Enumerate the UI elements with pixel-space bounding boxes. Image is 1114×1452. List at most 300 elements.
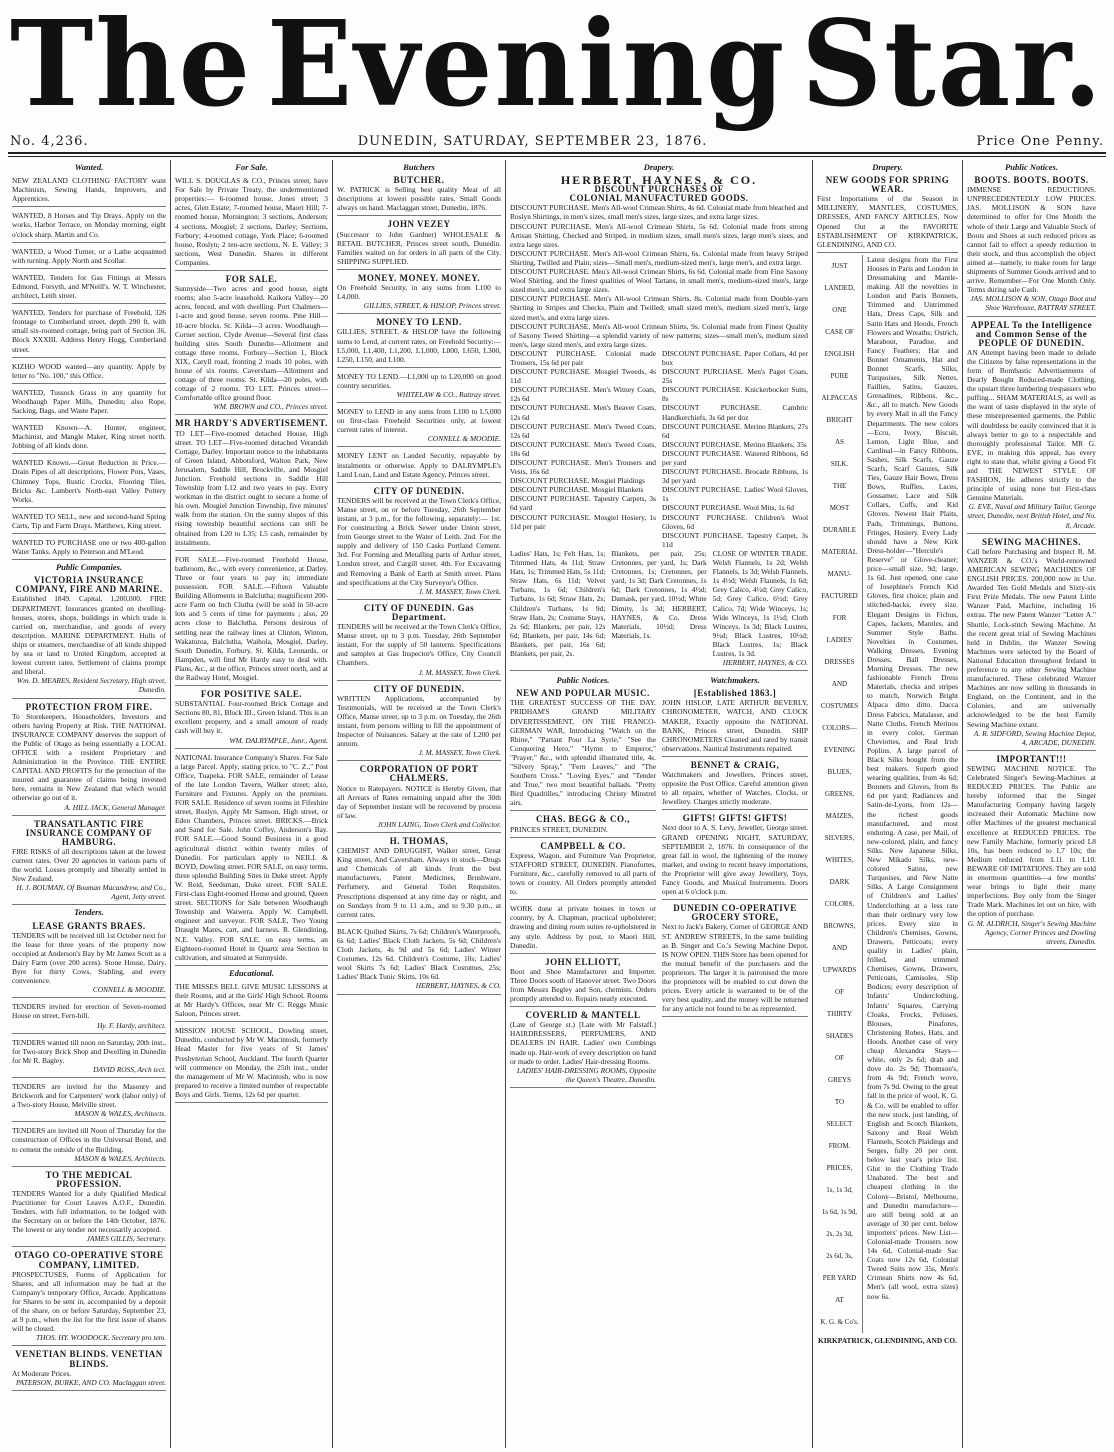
ad-body: Call before Purchasing and Inspect R. M. WANZER & CO.'s World-renowned AMERICAN SEWING MACHINES OF ENGLISH PRICES. 200,000 now in Use. Awarded Ten Gold Medals and Sixty-six First Prize Medals. The new Patent Little Wanzer Paid, Machine, including 16 extras. The new Patent Wanzer "Letter A." Shuttle, Lock-stitch Sewing Machine. At the recent great trial of Sewing Machines held in Dublin, the Wanzer Sewing Machines were selected by the Board of National Education throughout Ireland in preference to any other Sewing Machine manufactured. These celebrated Wanzer Machines are now selling in thousands in England, on the Continent, and in the Colonies, and are universally acknowledged to be the best Family Sewing Machine extant. [967, 546, 1096, 729]
price-line: DISCOUNT PURCHASE. Tapestry Carpets, 3s 6d yard [510, 494, 656, 513]
ad-heading: BOOTS. BOOTS. BOOTS. [974, 175, 1089, 186]
wanted-ad [12, 386, 166, 419]
stack-word: CASE OF [825, 327, 854, 336]
alpacca-stack [817, 255, 863, 1333]
notice-ad [967, 174, 1096, 316]
ad-signature: PATERSON, BURKE, AND CO. Maclaggan street. [15, 1377, 166, 1387]
ad-body: To Storekeepers, Householders, Investors and others having Property at Risk. THE NATIONAL INSURANCE COMPANY deserves the support of the Public of Otago as being essentially a LOCAL OFFICE with a resident Proprietary and Administration in the Province. THE ENTIRE CAPITAL AND PROFITS for the protection of the insured and guarantee of claims being invested here, remains in New Zealand that which would otherwise go out of it. [12, 711, 166, 803]
ad-heading: SEWING MACHINES. [981, 536, 1081, 547]
shirt-item: DISCOUNT PURCHASE. Men's All-wool Crimean Shirts, 9s. Colonial made from Finest Quality of Saxony Tweed Shirting—a splendid variety of new patterns; sizes—small men's, medium sized men's, large sized men's, and extra large sizes. [510, 321, 808, 349]
ad-signature: J. M. MASSEY, Town Clerk. [418, 667, 501, 677]
ad-heading: TRANSATLANTIC FIRE INSURANCE COMPANY OF HAMBURG. [25, 818, 153, 847]
watchmaker-ad [662, 759, 808, 810]
ad-body: TENDERS invited for erection of Seven-roomed House on street, Fern-hill. [12, 1002, 166, 1021]
shirt-item: DISCOUNT PURCHASE. Men's All-wool Crimean Shirts, 6s 6d. Colonial made from Fine Saxony Wool Shirting, and the finest qualities of Wool Tartans, in small men's, medium-sized men's, large sized men's, and extra large sizes. [510, 267, 808, 295]
ad-signature: THOS. HY. WOODOCK, Secretary pro tem. [36, 1333, 166, 1343]
ad-body: THE GREATEST SUCCESS OF THE DAY. PRIDHAM'S GRAND MILITARY DIVERTISSEMENT, ON THE FRANCO-GERMAN WAR, Introducing "Watch on the Rhine," "Partant Pour La Syrie," "See the Conquering Hero," "Hymn to Emperor," "Prayer," &c., with splendid illustrated title, 4s. "Silvery Spray," "Fern Leaves," and "The Southern Cross." "Loving Eyes," and "Tender and True," two most beautiful ballads. "Pretty Bird Quadrilles," introducing Christy Minstrel airs. [510, 698, 656, 808]
wanted-ad [12, 360, 166, 384]
close-list-left: Ladies' Hats, 1s; Felt Hats, 1s; Trimmed Hats, 4s 11d; Straw Hats, 1s; Trimmed Hats, 5s 11d; Straw Hats, 6s 11d; Velvet Turbans, 1s 6d; Children's Turbans, 1s 6d; Straw Hats, 2s; Children's Turbans, 1s 9d; Straw Hats, 2s; Costume Stays, 2s 6d; Blankets, per pair, 12s 6d; Blankets, per pair, 14s 6d; Blankets, per pair, 16s 6d; Blankets, per pair, 2s. [510, 548, 606, 658]
ad-signature: Hy. F. Hardy, architect. [97, 1020, 166, 1030]
for-sale-ad [175, 417, 328, 550]
butchers-money-corporation-ads [337, 174, 501, 994]
ad-signature: WM. DALRYMPLE, Junr., Agent. [229, 735, 328, 745]
stack-word: AS [835, 437, 844, 446]
ad-signature: JAMES GILLIS, Secretary. [86, 1234, 166, 1244]
ad-signature: J. M. MASSEY, Town Clerk. [418, 586, 501, 596]
ad-signature: G. M. ALDRICH, Singer's Sewing Machine Agency, Corner Princes and Dowling streets, Dunedin. [967, 918, 1096, 946]
for-sale-ad [175, 751, 328, 966]
public-notice-ad [510, 687, 656, 811]
ad-body: WANTED TO SELL, new and second-hand Spring Carts, Tip and Farm Drays. Matthews, King street. [12, 511, 166, 530]
public-notice-ad [510, 902, 656, 953]
ad-body: FIRE RISKS of all descriptions taken at the lowest current rates. Over 20 agencies in various parts of the world. Losses promptly and liberally settled in New Zealand. [12, 846, 166, 884]
top-rule-thin [8, 156, 1106, 157]
ad-body: WRITTEN Applications, accompanied by Testimonials, will be received at the Town Clerk's Office, Manse street, up to 3 p.m. on Tuesday, the 26th instant, from persons willing to fill the appointment of Inspector of Nuisances. Salary at the rate of L200 per annum. [337, 693, 501, 749]
tender-ad [12, 1124, 166, 1166]
price-line: DISCOUNT PURCHASE. Men's Trousers and Vests, 16s 6d [510, 458, 656, 477]
price-list-right [662, 349, 808, 549]
ad-signature: CONNELL & MOODIE. [427, 434, 501, 444]
music-notices [510, 687, 656, 1088]
stack-word: BRIGHT [826, 415, 853, 424]
section-heading-public-notices-2: Public Notices. [1005, 162, 1058, 172]
ad-body: WANTED Known—A. Hunter, engineer, Machinist, and Mangle Maker, King street north. Jobbing of all kinds done. [12, 423, 166, 451]
ad-signature: A. R. SIDFORD, Sewing Machine Depot, 4, ARCADE, DUNEDIN. [973, 728, 1096, 747]
ad-signature: MASON & WALES, Architects. [74, 1109, 166, 1119]
place-date: DUNEDIN, SATURDAY, SEPTEMBER 23, 1876. [357, 133, 708, 149]
price-line: DISCOUNT PURCHASE. Merino Blankets, 35s [662, 439, 807, 449]
close-list-middle: Blankets, per pair, 25s; Cretonnes, per yard, 1s; Dark Cretonnes, 1s; Cretonnes, per yard, 1s 3d; Dark Cretonnes, 1s 6d; Dark Cretonnes, 1s 4½d; Damask, per yard, 10½d; White Dimity, 1s 3d; HERBERT, HAYNES, & Co. Dress Materials, 10½d; Dress Materials, 1s. [611, 548, 707, 640]
ad-body: Boot and Shoe Manufacturer and Importer. Three Doors south of Hanover street. Two Doors from Messrs Begley and Son, chemists. Orders promptly attended to. Repairs neatly executed. [510, 966, 656, 1004]
ad-signature: WHITELAW & CO., Rattray street. [396, 389, 501, 399]
close-list-right: CLOSE OF WINTER TRADE. Welsh Flannels, 1s 2d; Welsh Flannels, 1s 3d; Welsh Flannels, 1s 4½d; Welsh Flannels, 1s 6d; Grey Calico, 4½d; Grey Calico, 5d; Grey Calico, 6½d; Grey Calico, 7d; Wide Winceys, 1s; Wide Winceys, 1s 1½d; Cloth Winceys, 1s 3d; Black Lustres, 9½d; Black Lustres, 10½d; Black Lustres, 1s; Black Lustres, 1s 3d. [712, 548, 809, 658]
ad-body: MISSION HOUSE SCHOOL, Dowling street, Dunedin, conducted by Mr W. Macintosh, formerly Head Master for five years of St James' Presbyterian School, Auckland. The fourth Quarter will commence on Monday, the 25th inst., under the management of Mr W. Macintosh, who is now prepared to receive a limited number of respectable Boys and Girls. Terms, 12s 6d per quarter. [175, 1026, 328, 1099]
stack-word: ONE [832, 305, 847, 314]
ad-heading: OTAGO CO-OPERATIVE STORE COMPANY, LIMITED. [14, 1250, 164, 1270]
ad-signature: Wm. D. MEARES, Resident Secretary, High street, Dunedin. [16, 676, 166, 695]
ad-body: SEWING MACHINE NOTICE. The Celebrated Singer's Sewing-Machines at REDUCED PRICES. The Public are hereby informed that the Singer Manufacturing Company having largely increased their Automatic Machine now offer Machines of the greatest mechanical excellence at REDUCED PRICES. The new Family Machine, formerly priced L8 10s, has been reduced to L7 10s; the Medium reduced from L11 to L10. BEWARE OF IMITATIONS. They are sold in enormous quantities—a few months' wear brings to light their many imperfections. Buy only from the Singer Trade Mark. Machines let out on hire, with the option of purchase. [967, 763, 1097, 919]
notice-ad [337, 925, 501, 995]
notice-ad [967, 319, 1096, 534]
watchmaker-notices [662, 687, 808, 1017]
price-line: DISCOUNT PURCHASE. Mosgiel Tweeds, 4s 11d [510, 367, 656, 386]
stack-word: OF [835, 987, 844, 996]
section-heading-drapery-2: Drapery. [872, 162, 903, 172]
shirt-item: DISCOUNT PURCHASE. Men's All-wool Crimean Shirts, 8s. Colonial made from Double-yarn Shirting in Stripes and Checks, Plain and Twilled; small sized men's, medium sized men's, large sized men's, and extra large sizes. [510, 294, 808, 322]
wanted-ad [12, 456, 166, 507]
educational-ad [175, 1024, 328, 1103]
stack-word: COSTUMES [820, 701, 859, 710]
price-line: DISCOUNT PURCHASE. Colonial made Trousers, 15s 6d per pair [510, 348, 656, 367]
kirkpatrick-signature: KIRKPATRICK, GLENDINING, AND CO. [818, 1335, 957, 1345]
stack-word: SILVERS, [824, 833, 855, 842]
ad-body: W. PATRICK is Selling best quality Meat of all descriptions at lowest possible rates. Small Goods always on hand. Maclaggan street, Dunedin, 1876. [337, 185, 501, 213]
ad-body: MONEY TO LEND.—L1,000 up to L20,000 on good country securities. [337, 371, 501, 390]
price-line: DISCOUNT PURCHASE. Men's Paget Coats, 25s [662, 367, 808, 386]
stack-word: PURE [830, 371, 849, 380]
tender-ad [12, 1348, 166, 1390]
stack-word: SELECT [826, 1119, 853, 1128]
price-line: DISCOUNT PURCHASE. Men's Witney Coats, 12s 6d [510, 385, 656, 404]
ad-heading: CAMPBELL & CO. [540, 840, 626, 851]
ad-heading: VICTORIA INSURANCE COMPANY, FIRE AND MARINE. [15, 575, 163, 595]
price-line: DISCOUNT PURCHASE. Men's Beaver Coats, 12s 6d [510, 403, 656, 422]
for-sale-ad [175, 553, 328, 686]
tender-ad [12, 1036, 166, 1078]
section-heading-drapery: Drapery. [643, 162, 675, 172]
ad-body: IMMENSE REDUCTIONS. UNPRECEDENTEDLY LOW PRICES. JAS. MOLLISON & SON have determined to offer for One Month the whole of their Large and Valuable Stock of Boots and Shoes at such reduced prices as cannot fail to effect a speedy reduction in their stock, and thus accomplish the object aimed at—namely, to make room for large shipments of Summer Goods arrived and to arrive. Remember—For One Month Only. Terms during sale Cash. [967, 185, 1096, 295]
watchmaker-ad [662, 687, 808, 757]
stack-word: AT [835, 1295, 844, 1304]
stack-word: MOST [829, 503, 850, 512]
column-5 [813, 160, 963, 1448]
ad-body: WANTED Known.—Great Reduction in Price.—Drain Pipes of all descriptions, Flower Pots, Vases, Chimney Tops, Rustic Crocks, Flooring Tiles, Bricks &c. Lambert's North-east Valley Pottery Works. [12, 458, 166, 504]
stack-word: LADIES' [826, 635, 853, 644]
ad-heading: JOHN VEZEY [387, 219, 451, 230]
price-line: DISCOUNT PURCHASE. Wool Mits, 1s 6d [662, 503, 794, 513]
column-4 [506, 160, 813, 1448]
section-heading-for-sale: For Sale. [235, 162, 268, 172]
price-line: DISCOUNT PURCHASE. Cambric Handkerchiefs, 3s 6d per doz [662, 403, 808, 422]
wanted-ad [12, 536, 166, 560]
price: Price One Penny. [976, 133, 1104, 149]
wanted-ad [12, 209, 166, 242]
notices-and-sewing [967, 174, 1096, 950]
ad-signature: WM. BROWN and CO., Princes street. [213, 402, 328, 412]
notice-ad [337, 602, 501, 681]
watchmaker-ad [662, 812, 808, 900]
price-line: DISCOUNT PURCHASE. Mosgiel Hosiery, 1s 11d per pair [510, 512, 656, 531]
ad-body: TENDERS will be received at the Town Clerk's Office, Manse street, on or before Tuesday, 26th September instant, at 3 p.m., for the following, separately:— 1st. For constructing a Brick Sewer under Union street, from George street to the Water of Leith. 2nd. For the supply and delivery of 150 Casks Portland Cement. 3rd. For Forming and Metalling parts of Arthur street, London street, and Cargill street. 4th. For Excavating and Removing a Bank of Earth at Smith street. Plans and specifications at the City Surveyor's Office. [337, 495, 501, 587]
public-notice-ad [510, 840, 656, 901]
ad-signature: DAVID ROSS, Arch tect. [93, 1064, 166, 1074]
insurance-ad [12, 818, 166, 906]
ad-body: TENDERS wanted till noon on Saturday, 20th inst., for Two-story Brick Shop and Dwelling in Dunedin for Mr R. Bagley. [12, 1037, 166, 1065]
ad-heading: BUTCHER. [393, 175, 445, 186]
ad-body: MONEY to LEND in any sums from L100 to L5,000 on first-class Freehold Securities only, at lowest current rates of interest. [337, 407, 501, 435]
stack-word: UPWARDS [822, 965, 857, 974]
ad-body: WANTED, Tussock Grass in any quantity for Woodhaugh Paper Mills, Dunedin; also Rope, Sacking, Bags, and Waste Paper. [12, 387, 166, 415]
watchmaker-ad [662, 902, 808, 1017]
discount-price-grid [510, 349, 808, 549]
column-6 [963, 160, 1100, 1448]
ad-heading: CORPORATION OF PORT CHALMERS. [359, 764, 479, 784]
stack-word: MAIZES, [825, 811, 854, 820]
price-line: DISCOUNT PURCHASE. Brocade Ribbons, 1s 3d per yard [662, 467, 808, 486]
ad-signature: GILLIES, STREET, & HISLOP, Princes street. [363, 301, 501, 311]
ad-body: PRINCES STREET, DUNEDIN. [510, 824, 608, 834]
price-line: DISCOUNT PURCHASE. Children's Wool Gloves, 6d [662, 512, 808, 531]
ad-body: TENDERS will be received till 1st October next for the lease for three years of the property now occupied at Anderson's Bay by Mr James Scott as a Dairy Farm (over 200 acres). Stone House, Dairy, Byre for thirty Cows, Stabling, and every convenience. [12, 930, 166, 986]
ad-heading: FOR SALE. [225, 274, 278, 285]
stack-word: BROWNS, [823, 921, 856, 930]
public-companies-ads [12, 574, 166, 905]
price-line: DISCOUNT PURCHASE. Tapestry Carpet, 3s 11d [662, 530, 808, 549]
ad-heading: APPEAL To the Intelligence and Common Sense of the PEOPLE OF DUNEDIN. [970, 319, 1093, 348]
tenders-ads [12, 920, 166, 1391]
ad-signature: JAS. MOLLISON & SON, Otago Boot and Shoe Warehouse, RATTRAY STREET. [970, 294, 1096, 313]
for-sale-ads [175, 174, 328, 966]
issue-number: No. 4,236. [10, 133, 89, 149]
newspaper-columns [8, 160, 1106, 1448]
section-heading-wanted: Wanted. [74, 162, 104, 172]
ad-heading: CHAS. BEGG & CO., [535, 814, 630, 825]
stack-word: JUST [831, 261, 848, 270]
notice-ad [337, 316, 501, 367]
ad-signature: CONNELL & MOODIE. [92, 985, 166, 995]
stack-word: MATERIAL [821, 547, 858, 556]
stack-word: BLUES, [827, 767, 852, 776]
ad-heading: PROTECTION FROM FIRE. [25, 701, 153, 712]
ad-body: TO LET—Five-roomed detached House, High street. TO LET—Five-roomed detached Verandah Cottage, Darley. Important notice to the inhabitants of Green Island, Abbotsford, Walton Park, New Jerusalem, Saddle Hill, Brockville, and Mosgiel Junction. Freehold sections in Saddle Hill Township from L12 and two years to pay. Every workman in the district ought to secure a home of his own. Mosgiel Junction Township, five minutes' walk from the station. On the sunny slopes of this rising township beautiful sections can still be obtained from L20 to L35; L5 cash, remainder by instalments. [175, 428, 328, 547]
ad-body: GILLIES, STREET, & HISLOP have the following sums to Lend, at current rates, on Freehold Security:—L5,000, L1,400, L1,200, L1,000, L800, L650, L300, L250, L150, and L100. [337, 327, 501, 364]
ad-body: PROSPECTUSES, Forms of Application for Shares, and all information may be had at the Company's temporary Office, Arcade. Applications for Shares to be sent in, accompanied by a deposit of the share, on or before Saturday, September 23, at 9 p.m., when the list for the first issue of shares will be closed. [12, 1269, 166, 1334]
ad-body: WORK done at private houses in town or country, by A. Chapman, practical upholsterer; drawing and dining room suites re-upholstered in any style. Address by post, to Maori Hill, Dunedin. [510, 904, 656, 950]
price-line: DISCOUNT PURCHASE. Mosgiel Blankets [510, 485, 644, 495]
price-line: DISCOUNT PURCHASE. Knickerbocker Suits, 8s [662, 385, 808, 404]
stack-word: OF [835, 1053, 844, 1062]
stack-word: THE [832, 481, 847, 490]
ad-heading: LEASE GRANTS BRAES. [32, 920, 146, 931]
firm-subhead-2: COLONIAL MANUFACTURED GOODS. [569, 193, 749, 204]
stack-word: TO [834, 1097, 845, 1106]
stack-word: COLORS— [822, 723, 857, 732]
notice-ad [337, 272, 501, 314]
ad-body: FOR SALE.—Five-roomed Freehold House, bathroom, &c., with every convenience, at Darley. Three or four years to pay in; immediate possession. FOR SALE.—Fifteen Valuable Building Allotments in Balclutha; magnificent 200-acre Farm on Inch Clutha (will be sold in 50-acre lots and 5 cents of time for payments ; also, 20 acres close to Balclutha. Persons desirous of settling near the railway lines at Clinton, Winton, Wakaturoa, Balclutha, Waihola, Mosgiel, Darley, South Dunedin, Forbury, St. Kilda, Leonards, or Hampden, will find Mr Hardy easy to deal with. Plans, &c., at the office, Princes street north, and at the Railway Hotel, Mosgiel. [175, 554, 328, 682]
stack-word: LANDED, [824, 283, 855, 292]
stack-word: ENGLISH [824, 349, 855, 358]
stack-word: THIRTY [826, 1009, 853, 1018]
tender-ad [12, 1169, 166, 1248]
notice-ad [967, 753, 1096, 950]
section-heading-public-companies: Public Companies. [55, 562, 123, 573]
wanted-ad [12, 510, 166, 534]
public-notice-ad [510, 956, 656, 1007]
masthead [10, 0, 1104, 134]
ad-body: Sunnyside—Two acres and good house, eight rooms; also 5-acre leasehold. Kaikora Valley—20 acres, fenced, and with dwelling. Port Chalmers—1-acre and good house, seven rooms. Pine Hill—10-acre blocks. St. Kilda—3 acres. Woodhaugh—Corner section. Clyde Avenue—Several first class building sites South Dunedin—Allotment and cottage three rooms. Forbury—Section 1, Block XIX, Caryll road, fronting 2 roads 10 poles, with house of six rooms. Caversham—Allotment and cottage of three rooms. St. Kilda—20 poles, with cottage of 2 rooms. TO LET. Princes street—Comfortable office ground floor. [175, 284, 328, 403]
ad-signature: J. M. MASSEY, Town Clerk. [418, 748, 501, 758]
ad-body: Next to Jack's Bakery, Corner of GEORGE AND ST. ANDREW STREETS, In the same building as B. Singer and Co.'s Sewing Machine Depot, IS NOW OPEN. THIS Store has been opened for the mutual benefit of the purchasers and the proprietors. The larger it is patronised the more the proprietors will be enabled to cut down the prices. Every article is warranted to be of the very best quality, and the money will be returned for any article not found to be as represented. [662, 922, 808, 1014]
notice-ad [337, 683, 501, 762]
notice-ad [337, 449, 501, 482]
ad-body: WANTED TO PURCHASE one or two 400-gallon Water Tanks. Apply to Peterson and M'Leod. [12, 538, 166, 557]
ad-body: On Freehold Security, in any sums from L100 to L4,000. [337, 283, 501, 302]
shirt-item: DISCOUNT PURCHASE. Men's All-wool Crimean Shirts, 4s 6d. Colonial made from bleached and Roslyn Shirtings, in men's sizes, small men's sizes, large sizes, and extra large sizes. [510, 203, 808, 222]
wanted-ad [12, 271, 166, 304]
ad-body: THE MISSES BELL GIVE MUSIC LESSONS at their Rooms, and at the Girls' High School. Rooms at Mr Hardy's Offices, near Mr C. Reggs Music Saloon, Princes street. [175, 981, 328, 1019]
ad-body: NATIONAL Insurance Company's Shares. For Sale a large Parcel. Apply, stating price, to "C. Z.," Post Office, Tuapeka. FOR SALE, remainder of Lease of the late London Tavern, Walker street; also, Furniture and Fixtures. Apply on the premises. FOR SALE. Residence of seven rooms in Fifeshire street, Roslyn. Apply Mr Samson, High street, or Eden Chambers, Princes street. BRICKS.—Brick and Sand for Sale. John Coffey, Anderson's Bay. FOR SALE.—Good Sound Business in a good agricultural district within twenty miles of Dunedin. For particulars apply to NEILL & BOYD, Dowling street. FOR SALE, on easy terms, three splendid Building Sites in Duke street. Apply W. Reid, Seedsman, Duke street. FOR SALE. First-class Eight-roomed House and ground, Queen street. SECTIONS for Sale between Woodhaugh Township and Waiwera. Apply W. Campbell, engineer and surveyor. FOR SALE, Two Young Draught Mares, cart, and harness. R. Glendining, N.E. Valley. FOR SALE, on easy terms, an Eighteen-roomed Hotel in Quartz area Section in cultivation, and situated at Sunnyside. [175, 752, 328, 962]
firm-name: HERBERT, HAYNES, & CO. [560, 173, 758, 188]
notice-ad [337, 174, 501, 216]
educational-ads [175, 980, 328, 1103]
ad-body: WILL S. DOUGLAS & CO., Princes street, have For Sale by Private Treaty, the undermentioned properties:— 6-roomed house, Jones street; 3 acres, Glen Estate; 7-roomed house, Maori Hill; 7-roomed house, Mornington; 3 sections, Anderson; 4 sections, Mosgiel; 2 sections, Darley; Sections, Forbury; 4-roomed cottage, York Place; 6-roomed house, Roslyn; 2 ten-acre sections, N. E. Valley; 3 sections, West Dunedin. Shares in different Companies. [175, 176, 328, 267]
notice-ad [337, 485, 501, 600]
for-sale-ad [175, 273, 328, 415]
section-heading-butchers: Butchers [403, 162, 435, 172]
stack-word: 2s, 2s 3d, [826, 1229, 853, 1238]
ad-body: SUBSTANTIAL Four-roomed Brick Cottage and Sections 80, 81, Block III., Green Island. This is an excellent property, and a small amount of ready cash will buy it. [175, 699, 328, 736]
stack-word: DARK [829, 877, 850, 886]
stack-word: WHITES, [825, 855, 854, 864]
herbert-haynes-ad [510, 174, 808, 671]
educational-ad [175, 980, 328, 1022]
stack-word: 1s 6d, 1s 9d, [821, 1207, 858, 1216]
ad-heading: GIFTS! GIFTS! GIFTS! [682, 813, 788, 824]
stack-word: EVENING [823, 745, 856, 754]
ad-heading: TO THE MEDICAL PROFESSION. [45, 1169, 133, 1189]
ad-body: WANTED, Tenders for Gas Fittings at Messrs Edmond, Forsyth, and M'Neill's. W. T. Winchester, architect, Leith street. [12, 272, 166, 301]
kirkpatrick-text: Latest designs from the First Houses in Paris and London in Dressmaking and Mantle-making. All the novelties in London and Paris Bonnets, Trimmed and Untrimmed Hats, Dress Caps, Silk and Satin Hats and Hoods, French Flowers and Wreaths; Ostrich, Marabout, Paradise, and Fancy Feathers; Hat and Bonnet Ornaments, Hat and Bonnet Scarfs, Silks, Turquoises, Silk Nettes, Faillies, Satins, Gauzes, Grenadines, Ribbons, &c., &c., all to match. New Goods by every Mail in all the Fancy Departments. The new colors—Ecru, Ivory, Biscuit, Lemon, Light Blue, and Cardinal—in Fancy Ribbons, Sashes, Silk Scarfs, Gauze Scarfs, Scarf Gauzes, Silk Ties, Gauze Hair Bows, Dress Bows, Ruffles, Laces, Gossamer, Lace and Silk Collars, Cuffs, and Kid Gloves. Newest Hair Plaits, Pads, Trimmings, Buttons, Fringes, Hosiery. Every Lady should have a New Kirk Dress-holder—"Hercule's Reserve" or Glove-cleaner; price—small size, 9d; large, 1s 6d. Just opened, one case of Josephine's French Kid Gloves, first choice; plain and stitched-backs, every size. Elegant Designs in Fichus, Capes, Jackets, Mantles, and Summer Style Baths. Novelties in Costumes, Walking Dresses, Evening Dresses, Ball Dresses, Morning Dresses. The new fashionable French Dress Materials, checks and stripes to match, Norwich Bright Alpaca ditto ditto. Dacca Dress Fabrics, Matalasse, and Natte Cloths, French Merinos in every color, German Cheviottes, and Real Irish Poplins. A large parcel of Black Silks bought from the best makers. Superb good wearing qualities, from 4s 6d; Bonnets and Gloves, from 8s 6d per yard; Radiances and Satin-de-Lyons, from 12s—the richest goods manufactured, and most enduring. A case, per Mail, of new-colored, plain, and fancy Silks. New Japanese Silks, New Mikado Silks, new-colored Satins, new Turquoises, and New Natte Silks. A Large Consignment of Children's and Ladies' Underclothing at a less rate than their ordinary very low prices. Every size in Children's Chemises, Gowns, Drawers, Petticoats; every quality in Ladies' plain, frilled, and trimmed Chemises, Gowns, Drawers, Petticoats, Camisoles, Slip Bodices; every description of Infants' Underclothing, Infants' Squares, Carrying Cloaks, Frocks, Pelisses, Blouses, Pinafores, Christening Robes, Hats, and Hoods. Another case of very cheap Alexandra Stays—white, only 2s 6d; drab and dove do. 2s 9d; Thomson's, from 4s 9d; French wove, from 7s 9d. Owing to the great fall in the price of wool, K. G. & Co. will be enabled to offer the new stock, just landing, of English and Scotch Blankets, Saxony and Real Welsh Flannels, Scotch Plaidings and Serges, fully 20 per cent. below last year's price list. Glut in the Clothing Trade Unabated. The best and cheapest clothing in the Colony—Bristol, Melbourne, and Dunedin manufacture—are still being sold at an average of 30 per cent. below importers' prices. New List—Colonial-made Trousers now 14s 6d, Colonial-made Sac Coats now 12s 6d, Colonial Tweed Suits now 35s, Men's Crimean Shirts now 4s 6d, Men's (all wool, extra sizes) now 6s. [867, 254, 958, 1301]
public-notice-ad [510, 813, 656, 837]
ad-body: TENDERS will be received at the Town Clerk's Office, Manse street, up to 3 p.m. Tuesday, 26th September instant, For the supply of 50 lanterns. Specifications and samples at Gas Inspector's Office, City Council Chambers. [337, 622, 501, 668]
stack-word: DRESSES [824, 657, 855, 666]
stack-word: AND [831, 679, 848, 688]
ad-signature: HERBERT, HAYNES, & CO. [415, 981, 501, 991]
stack-word: PRICES, [826, 1163, 853, 1172]
ad-body: CHEMIST AND DRUGGIST, Walker street, Great King street, And Caversham. Always in stock—Drugs and Chemicals of all kinds from the best manufacturers, Patent Medicines, Brushware, Perfumery, and General Toilet Requisites. Prescriptions dispensed at any time day or night, and on Sundays from 9 to 11 a.m., and to 9.30 p.m., at current rates. [337, 846, 501, 919]
stack-word: DURABLE [822, 525, 857, 534]
ad-body: Next door to A. S. Levy, Jeweller, George street. GRAND OPENING NIGHT, SATURDAY, SEPTEMBER 2, 1876. In consequence of the great fall in wool, the tightening of the money market, and owing to recent heavy importations, the Proprietor will give away Jewellery, Toys, Fancy Goods, and Musical Instruments. Doors open at 6 o'clock p.m. [662, 823, 808, 897]
stack-word: COLORS, [824, 899, 855, 908]
notice-ad [337, 218, 501, 269]
notice-ad [337, 405, 501, 447]
ad-heading: FOR POSITIVE SALE. [200, 689, 303, 700]
stack-word: K. G. & Co's. [820, 1317, 859, 1326]
price-line: DISCOUNT PURCHASE. Paper Collars, 4d per box [662, 348, 808, 367]
dateline [10, 132, 1104, 150]
tender-ad [12, 1249, 166, 1346]
shirt-items [510, 203, 808, 349]
shirt-item: DISCOUNT PURCHASE. Men's All-wool Crimean Shirts, 5s 6d. Colonial made from strong Artisan Shirting, Checked and Striped, in medium sizes, small men's sizes, large men's sizes, and extra large sizes. [510, 221, 808, 249]
price-line: DISCOUNT PURCHASE. Mosgiel Plaidings [510, 476, 645, 486]
ad-heading: IMPORTANT!!! [996, 753, 1067, 764]
wanted-ad [12, 245, 166, 269]
column-2 [171, 160, 333, 1448]
column-1 [8, 160, 171, 1448]
ad-signature: MASON & WALES, Architects. [74, 1153, 166, 1163]
stack-word: 2s 6d, 3s, [826, 1251, 853, 1260]
ad-body: TENDERS are invited for the Masonry and Brickwork and for Carpenters' work (labor only) of a Two-story House, Melville street. [12, 1081, 166, 1110]
ad-heading: DUNEDIN CO-OPERATIVE GROCERY STORE, [673, 903, 797, 923]
ad-heading: CITY OF DUNEDIN. [373, 683, 465, 694]
price-line: DISCOUNT PURCHASE. Men's Tweed Coats, 12s 6d [510, 421, 656, 440]
notice-ad [967, 536, 1096, 751]
ad-body: MONEY LENT on Landed Security, repayable by instalments or otherwise. Apply to DALRYMPLE's Land Loan, Land and Estate Agency, Princes street. [337, 451, 501, 479]
firm-signature: HERBERT, HAYNES, & CO. [722, 658, 808, 668]
stack-word: FACTURED [821, 591, 858, 600]
ad-body: Notice to Ratepayers. NOTICE is Hereby Given, that all Arrears of Rates remaining unpaid after the 30th day of September instant will be recovered by process of law. [337, 783, 501, 820]
ad-heading: JOHN ELLIOTT, [545, 956, 621, 967]
ad-heading: H. THOMAS, [389, 836, 449, 846]
stack-word: GREYS [828, 1075, 851, 1084]
section-heading-public-notices: Public Notices. [556, 675, 610, 686]
price-line: DISCOUNT PURCHASE. Watered Ribbons, 6d per yard [662, 448, 808, 467]
ad-heading: CITY OF DUNEDIN. [373, 485, 465, 496]
masthead-word-evening: Evening [266, 0, 787, 134]
section-heading-educational: Educational. [228, 967, 275, 978]
ad-body: WANTED, Tenders for purchase of Freehold, 326 frontage to Cumberland street, depth 290 ft, with small six-roomed cottage, being part of Section 36, Block XXXIII. Address Henry Hogg, Cumberland street. [12, 308, 166, 354]
stack-word: SHADES [825, 1031, 854, 1040]
tender-ad [12, 1080, 166, 1122]
ad-body: At Moderate Prices. [12, 1368, 72, 1378]
notice-ad [337, 835, 501, 923]
price-line: DISCOUNT PURCHASE. Men's Tweed Coats, 18s 6d [510, 439, 656, 458]
stack-word: 1s, 1s 3d, [826, 1185, 853, 1194]
ad-body: BLACK Quilted Skirts, 7s 6d; Children's Waterproofs, 6s 6d; Ladies' Black Cloth Jackets, 5s 6d; Children's Cloth Jackets, 4s 9d and 5s 6d; Ladies' Winter Costumes, 12s 6d. Children's Costume, 10s; Ladies' wool Skirts 7s 6d; Ladies' Black Costumes, 25s; Ladies' Black Tunic Skirts, 10s 6d. [337, 926, 501, 982]
ad-body: WANTED, a Wood Turner, or a Lathe acquainted with turning. Apply North and Scollar. [12, 246, 166, 265]
wanted-ad [12, 174, 166, 207]
ad-body: TENDERS Wanted for a duly Qualified Medical Practitioner for Court Leaves A.O.F., Dunedin. Tenders, with full information, to be lodged with the Secretary on or before the 14th October, 1876. The lowest or any tender not necessarily accepted. [12, 1188, 166, 1235]
price-line: DISCOUNT PURCHASE. Merino Blankets, 27s 6d [662, 421, 808, 440]
tender-ad [12, 1000, 166, 1033]
wanted-ads [12, 174, 166, 560]
shirt-item: DISCOUNT PURCHASE. Men's All-wool Crimean Shirts, 6s. Colonial made from heavy Striped Shirting, Twilled and Plain; sizes—Small men's, medium-sized men's, large men's, and extra large. [510, 248, 808, 267]
notice-ad [337, 763, 501, 833]
ad-body: Watchmakers and Jewellers, Princes street, opposite the Post Office. Careful attention given to all repairs, whether of Watches, Clocks, or Jewellery. Charges strictly moderate. [662, 770, 808, 807]
ad-heading: MR HARDY'S ADVERTISEMENT. [175, 418, 328, 429]
ad-heading: NEW AND POPULAR MUSIC. [516, 688, 650, 699]
ad-heading: [Established 1863.] [693, 688, 777, 699]
ad-heading: COVERLID & MANTELL [525, 1010, 641, 1021]
ad-signature: A. HILL JACK, General Manager. [64, 802, 166, 812]
winter-trade-grid [510, 549, 808, 658]
ad-heading: NEW GOODS FOR SPRING WEAR. [825, 175, 950, 195]
stack-word: MANU- [827, 569, 852, 578]
stack-word: SILK. [830, 459, 849, 468]
ad-heading: CITY OF DUNEDIN. Gas Department. [363, 602, 475, 622]
ad-signature: G. EVE, Naval and Military Tailor, George street, Dunedin, next British Hotel, and No. 8, Arcade. [967, 502, 1096, 530]
ad-body: KIZHO WOOD wanted—any quantity. Apply by letter to "No. 100," this Office. [12, 361, 166, 380]
wanted-ad [12, 306, 166, 357]
price-list-left [510, 349, 656, 549]
ad-body: (Late of George st.) [Late with Mr Falstaff.] HAIRDRESSERS, PERFUMERS, AND DEALERS IN HAIR. Ladies' own Combings made up. Hair-work of every description on hand or made to order. Ladies' Hair-dressing Rooms. [510, 1020, 656, 1066]
column-3 [333, 160, 506, 1448]
for-sale-ad [175, 688, 328, 749]
notice-ad [337, 370, 501, 403]
wanted-ad [12, 421, 166, 454]
section-heading-tenders: Tenders. [74, 907, 104, 918]
ad-heading: VENETIAN BLINDS. VENETIAN BLINDS. [15, 1349, 163, 1369]
ad-body: WANTED, 8 Horses and Tip Drays. Apply on the works, Harbor Terrace, on Monday morning, eight o'clock sharp. Martin and Co. [12, 211, 166, 239]
stack-word: AND [831, 943, 848, 952]
kirkpatrick-body [817, 255, 958, 1333]
ad-signature: JOHN LAING, Town Clerk and Collector. [377, 819, 501, 829]
ad-body: First Importations of the Season in MILLINERY, MANTLES, COSTUMES, DRESSES, AND FANCY ARTICLES, Now Opened Out at the FAVORITE ESTABLISHMENT OF KIRKPATRICK, GLENDINING, AND CO. [817, 194, 958, 249]
price-line: DISCOUNT PURCHASE. Ladies' Wool Gloves, 1s [662, 485, 808, 504]
kirkpatrick-header-ad [817, 174, 958, 253]
ad-heading: MONEY. MONEY. MONEY. [357, 272, 481, 283]
for-sale-ad [175, 174, 328, 271]
public-notice-ad [510, 1009, 656, 1088]
insurance-ad [12, 574, 166, 698]
ad-body: Established 1849. Capital, 1,200,000. FIRE DEPARTMENT. Insurances granted on dwelling-houses, stores, shops, buildings in which trade is carried on, merchandise, and goods of every description. MARINE DEPARTMENT. Hulls of ships or steamers, merchandise of all kinds shipped by sea or land to United Kingdom, accepted at lowest current rates. Settlement of claims prompt and liberal. [12, 594, 166, 677]
stack-word: FOR [832, 613, 847, 622]
ad-heading: MONEY TO LEND. [376, 317, 462, 328]
ad-heading: BENNET & CRAIG, [690, 759, 780, 770]
ad-body: AN Attempt having been made to delude the Citizens by false representations in the form of Bombastic Advertisements of Dearly Bought Reduced-made Clothing, the upstart three lumbering trespassers who puffing... SHAM MATERIALS, as well as the want of taste displayed in the style of these misrepresented garments, the Public will doubtless be easily convinced that it is always better to go to a respectable and thoroughly professional Tailor. MR G. EVE, in making this appeal, has every right to state that, whilst giving a Good Fit and THE NEWEST STYLE OF FASHION, He adheres strictly to the principle of using none but First-class Genuine Materials. [967, 347, 1096, 503]
ad-body: JOHN HISLOP, LATE ARTHUR BEVERLY, CHRONOMETER, WATCH, AND CLOCK MAKER, Exactly opposite the NATIONAL BANK, Princes street, Dunedin. SHIP CHRONOMETERS Cleaned and rated by transit observations. Nautical Instruments repaired. [662, 698, 808, 753]
lower-split [510, 673, 808, 1090]
drapery-ad [817, 174, 958, 253]
firm-subhead-1: DISCOUNT PURCHASES OF [594, 184, 724, 195]
masthead-word-star: Star. [801, 0, 1104, 134]
ad-body: NEW ZEALAND CLOTHING FACTORY want Machinists, Sewing Hands, Improvers, and Apprentices. [12, 176, 166, 204]
stack-word: ALPACCAS [821, 393, 858, 402]
insurance-ad [12, 701, 166, 816]
masthead-word-the: The [10, 0, 253, 134]
top-rule [8, 152, 1106, 154]
stack-word: FROM. [828, 1141, 851, 1150]
